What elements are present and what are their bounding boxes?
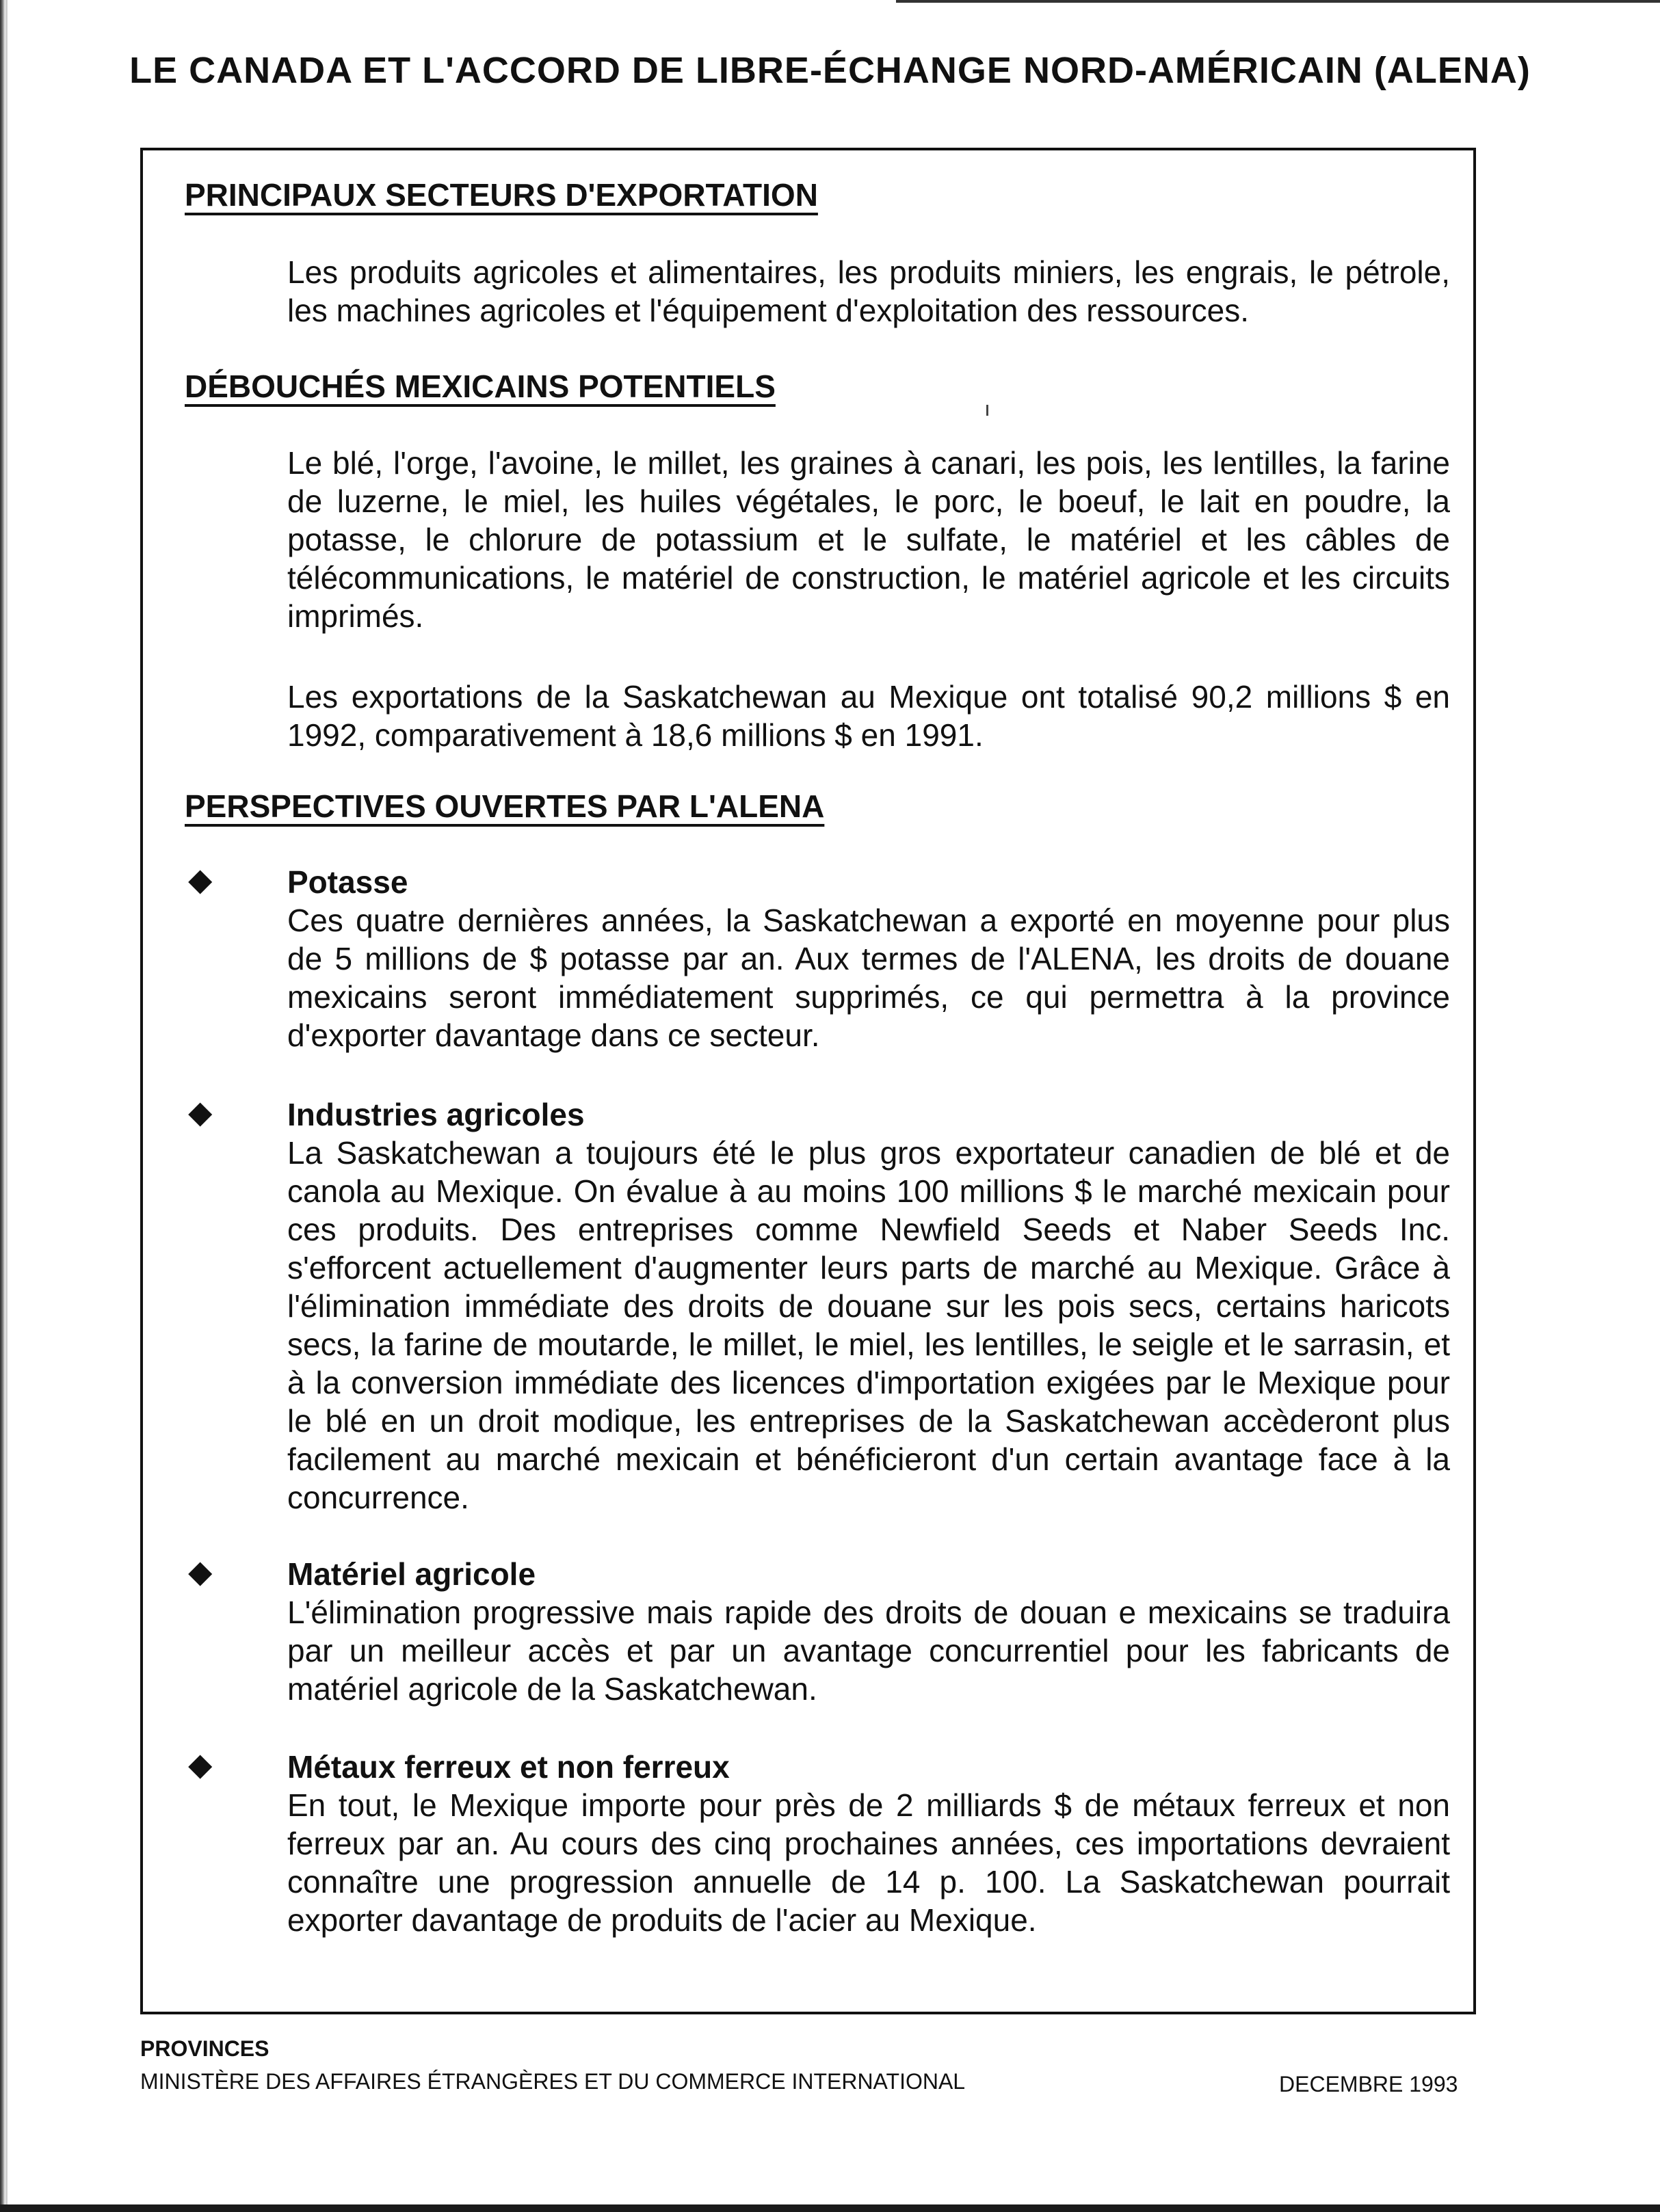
heading-export-sectors: PRINCIPAUX SECTEURS D'EXPORTATION	[185, 177, 818, 213]
footer-date: DECEMBRE 1993	[1279, 2072, 1458, 2096]
mexican-opportunities-text: Le blé, l'orge, l'avoine, le millet, les graines à canari, les pois, les lentilles, la farine de luzerne, le miel, les huiles végétales, le porc, le boeuf, le lait en poudre, la potasse, le chlorure de potassium et le sulfate, le matériel et les câbles de télécommunications, le matériel de construction, le matériel agricole et les circuits imprimés.	[287, 445, 1450, 634]
item-text-agricultural-industries: La Saskatchewan a toujours été le plus gros exportateur canadien de blé et de canola au Mexique. On évalue à au moins 100 millions $ le marché mexicain pour ces produits. Des entreprises comme Newfield Seeds et Naber Seeds Inc. s'efforcent actuellement d'augmenter leurs parts de marché au Mexique. Grâce à l'élimination immédiate des droits de douane sur les pois secs, certains haricots secs, la farine de moutarde, le millet, le miel, les lentilles, le seigle et le sarrasin, et à la conversion immédiate des licences d'importation exigées par le Mexique pour le blé en un droit modique, les entreprises de la Saskatchewan accèderont plus facilement au marché mexicain et bénéficieront d'un certain avantage face à la concurrence.	[287, 1135, 1450, 1515]
footer-org: PROVINCES	[140, 2036, 269, 2061]
diamond-bullet-icon: ◆	[188, 862, 213, 897]
heading-alena-perspectives: PERSPECTIVES OUVERTES PAR L'ALENA	[185, 788, 825, 824]
item-title-farm-equipment: Matériel agricole	[287, 1556, 536, 1592]
heading-mexican-opportunities: DÉBOUCHÉS MEXICAINS POTENTIELS	[185, 369, 776, 404]
scan-bottom-edge	[0, 2204, 1660, 2212]
diamond-bullet-icon: ◆	[188, 1746, 213, 1782]
export-sectors-text: Les produits agricoles et alimentaires, les produits miniers, les engrais, le pétrole, les machines agricoles et l'équipement d'exploitation des ressources.	[287, 254, 1450, 328]
footer-ministry: MINISTÈRE DES AFFAIRES ÉTRANGÈRES ET DU COMMERCE INTERNATIONAL	[140, 2069, 966, 2094]
item-title-metals: Métaux ferreux et non ferreux	[287, 1749, 730, 1785]
item-text-potash: Ces quatre dernières années, la Saskatchewan a exporté en moyenne pour plus de 5 millions de $ potasse par an. Aux termes de l'ALENA, les droits de douane mexicains seront immédiatement supprimés, ce qui permettra à la province d'exporter davantage dans ce secteur.	[287, 903, 1450, 1053]
scan-top-edge	[896, 0, 1660, 3]
diamond-bullet-icon: ◆	[188, 1554, 213, 1589]
diamond-bullet-icon: ◆	[188, 1094, 213, 1130]
item-title-potash: Potasse	[287, 864, 408, 900]
saskatchewan-export-stats: Les exportations de la Saskatchewan au Mexique ont totalisé 90,2 millions $ en 1992, comparativement à 18,6 millions $ en 1991.	[287, 679, 1450, 753]
scan-left-edge-shadow	[5, 0, 8, 2212]
item-text-farm-equipment: L'élimination progressive mais rapide des droits de douan e mexicains se traduira par un meilleur accès et par un avantage concurrentiel pour les fabricants de matériel agricole de la Saskatchewan.	[287, 1595, 1450, 1707]
scan-left-edge	[0, 0, 5, 2212]
content-frame	[140, 148, 1476, 2014]
item-title-agricultural-industries: Industries agricoles	[287, 1097, 585, 1132]
document-title: LE CANADA ET L'ACCORD DE LIBRE-ÉCHANGE NORD-AMÉRICAIN (ALENA)	[129, 50, 1531, 91]
item-text-metals: En tout, le Mexique importe pour près de 2 milliards $ de métaux ferreux et non ferreux par an. Au cours des cinq prochaines années, ces importations devraient connaître une progression annuelle de 14 p. 100. La Saskatchewan pourrait exporter davantage de produits de l'acier au Mexique.	[287, 1787, 1450, 1938]
